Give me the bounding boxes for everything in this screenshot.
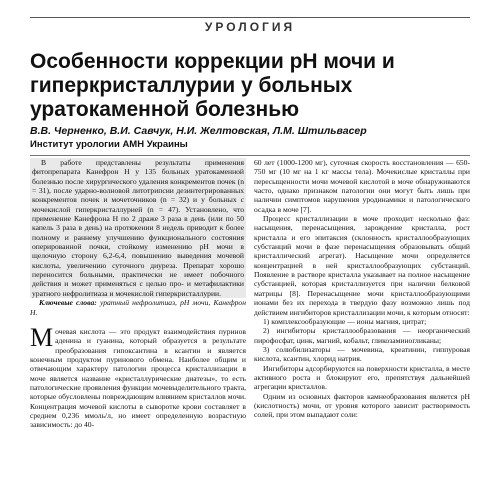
spacer [30, 317, 246, 327]
keywords [30, 298, 246, 317]
drop-cap: М [30, 322, 54, 352]
keywords-label: Ключевые слова: [39, 298, 97, 308]
left-column [30, 158, 246, 430]
body-paragraph-1-text: очевая кислота — это продукт взаимодействия пуринов аденина и гуанина, который образуется в результате преобразования гипоксантина в ксантин и является конечным продуктом пуринового обмена. Наиболее общим и отвечающим характеру патологии процесса кристаллизации в моче является название «кристаллурические диатезы», то есть патологические проявления функции мочевыделительного тракта, которые обусловлены повреждающим влиянием кристаллов мочи. Концентрация мочевой кислоты в сыворотке крови составляет в среднем 0,236 ммоль/л, но имеет определенную возрастную зависимость: до 40- [30, 326, 246, 430]
abstract: В работе представлены результаты применения фитопрепарата Канефрон Н у 135 больных уратокаменной болезнью после хирургического удаления конкрементов почек (n = 31), после ударно-волновой литотрипсии дезинтегрированных конкрементов почек и мочеточников (n = 32) и у больных с мочекислой гиперкристаллурией (n = 47). Установлено, что применение Канефрона Н по 2 драже 3 раза в день (или по 50 капель 3 раза в день) на протяжении 8 недель приводит к более полному и раннему улучшению функционального состояния оперированной почки, стойкому изменению рН мочи в щелочную сторону 6,2-6,4, повышению выведения мочевой кислоты, увеличению суточного диуреза. Препарат хорошо переносится больными, практически не имеет побочного действия и может применяться с целью про- и метафилактики уратного нефролитиаза и мочекислой гиперкристаллурии. [32, 158, 244, 298]
body-paragraph-5: Одним из основных факторов камнеобразования является рН (кислотность) мочи, от уровня которого зависит растворимость солей, при этом выпадают соли: [254, 391, 470, 420]
body-paragraph-1 [30, 322, 246, 430]
body-paragraph-2: 60 лет (1000-1200 мг), суточная скорость восстановления — 650-750 мг (10 мг на 1 кг массы тела). Мочекислые кристаллы при пересыщенности мочи мочевой кислотой в моче обнаруживаются часто, однако признаком патологии они могут быть лишь при наличии симптомов нарушения уродинамики и патологического осадка в моче [7]. [254, 158, 470, 214]
header-divider [30, 155, 470, 156]
body-paragraph-3: Процесс кристаллизации в моче проходит несколько фаз: насыщения, перенасыщения, зарождение кристалла, рост кристалла и его эпитаксия (склонность кристаллообразующих субстанций мочи в фазе перенасыщения образовывать общий кристаллический агрегат). Насыщение мочи определяется концентрацией в ней кристаллообразующих субстанций. Появление в растворе кристалла указывает на полное насыщение субстанцией, которая кристаллизуется при наличии белковой матрицы [8]. Перенасыщение мочи кристаллообразующими ионами без их перехода в твердую фазу возможно лишь под действием ингибиторов кристаллизации мочи, к которым относят: [254, 214, 470, 317]
top-rule [30, 17, 470, 18]
list-item-1: 1) комплексообразующие — ионы магния, цитрат; [263, 316, 427, 326]
section-rubric: УРОЛОГИЯ [204, 20, 296, 34]
right-column [254, 158, 470, 420]
article-title: Особенности коррекции рН мочи и гиперкристаллурии у больных уратокаменной болезнью [30, 50, 395, 121]
article-authors: В.В. Черненко, В.И. Савчук, Н.И. Желтовская, Л.М. Штильвасер [30, 125, 367, 137]
list-item-3: 3) солюбилизаторы — мочевина, креатинин, гиппуровая кислота, ксантин, хлорид натрия. [254, 344, 470, 364]
body-paragraph-4: Ингибиторы адсорбируются на поверхности кристалла, в месте активного роста и блокируют его, препятствуя дальнейшей агрегации кристаллов. [254, 363, 470, 392]
keywords-text: уратный нефролитиаз, рН мочи, Канефрон Н. [30, 298, 246, 317]
list-item-2: 2) ингибиторы кристаллообразования — неорганический пирофосфат, цинк, магний, кобальт, гликозаминогликаны; [254, 326, 470, 345]
article-institute: Институт урологии АМН Украины [30, 139, 188, 150]
